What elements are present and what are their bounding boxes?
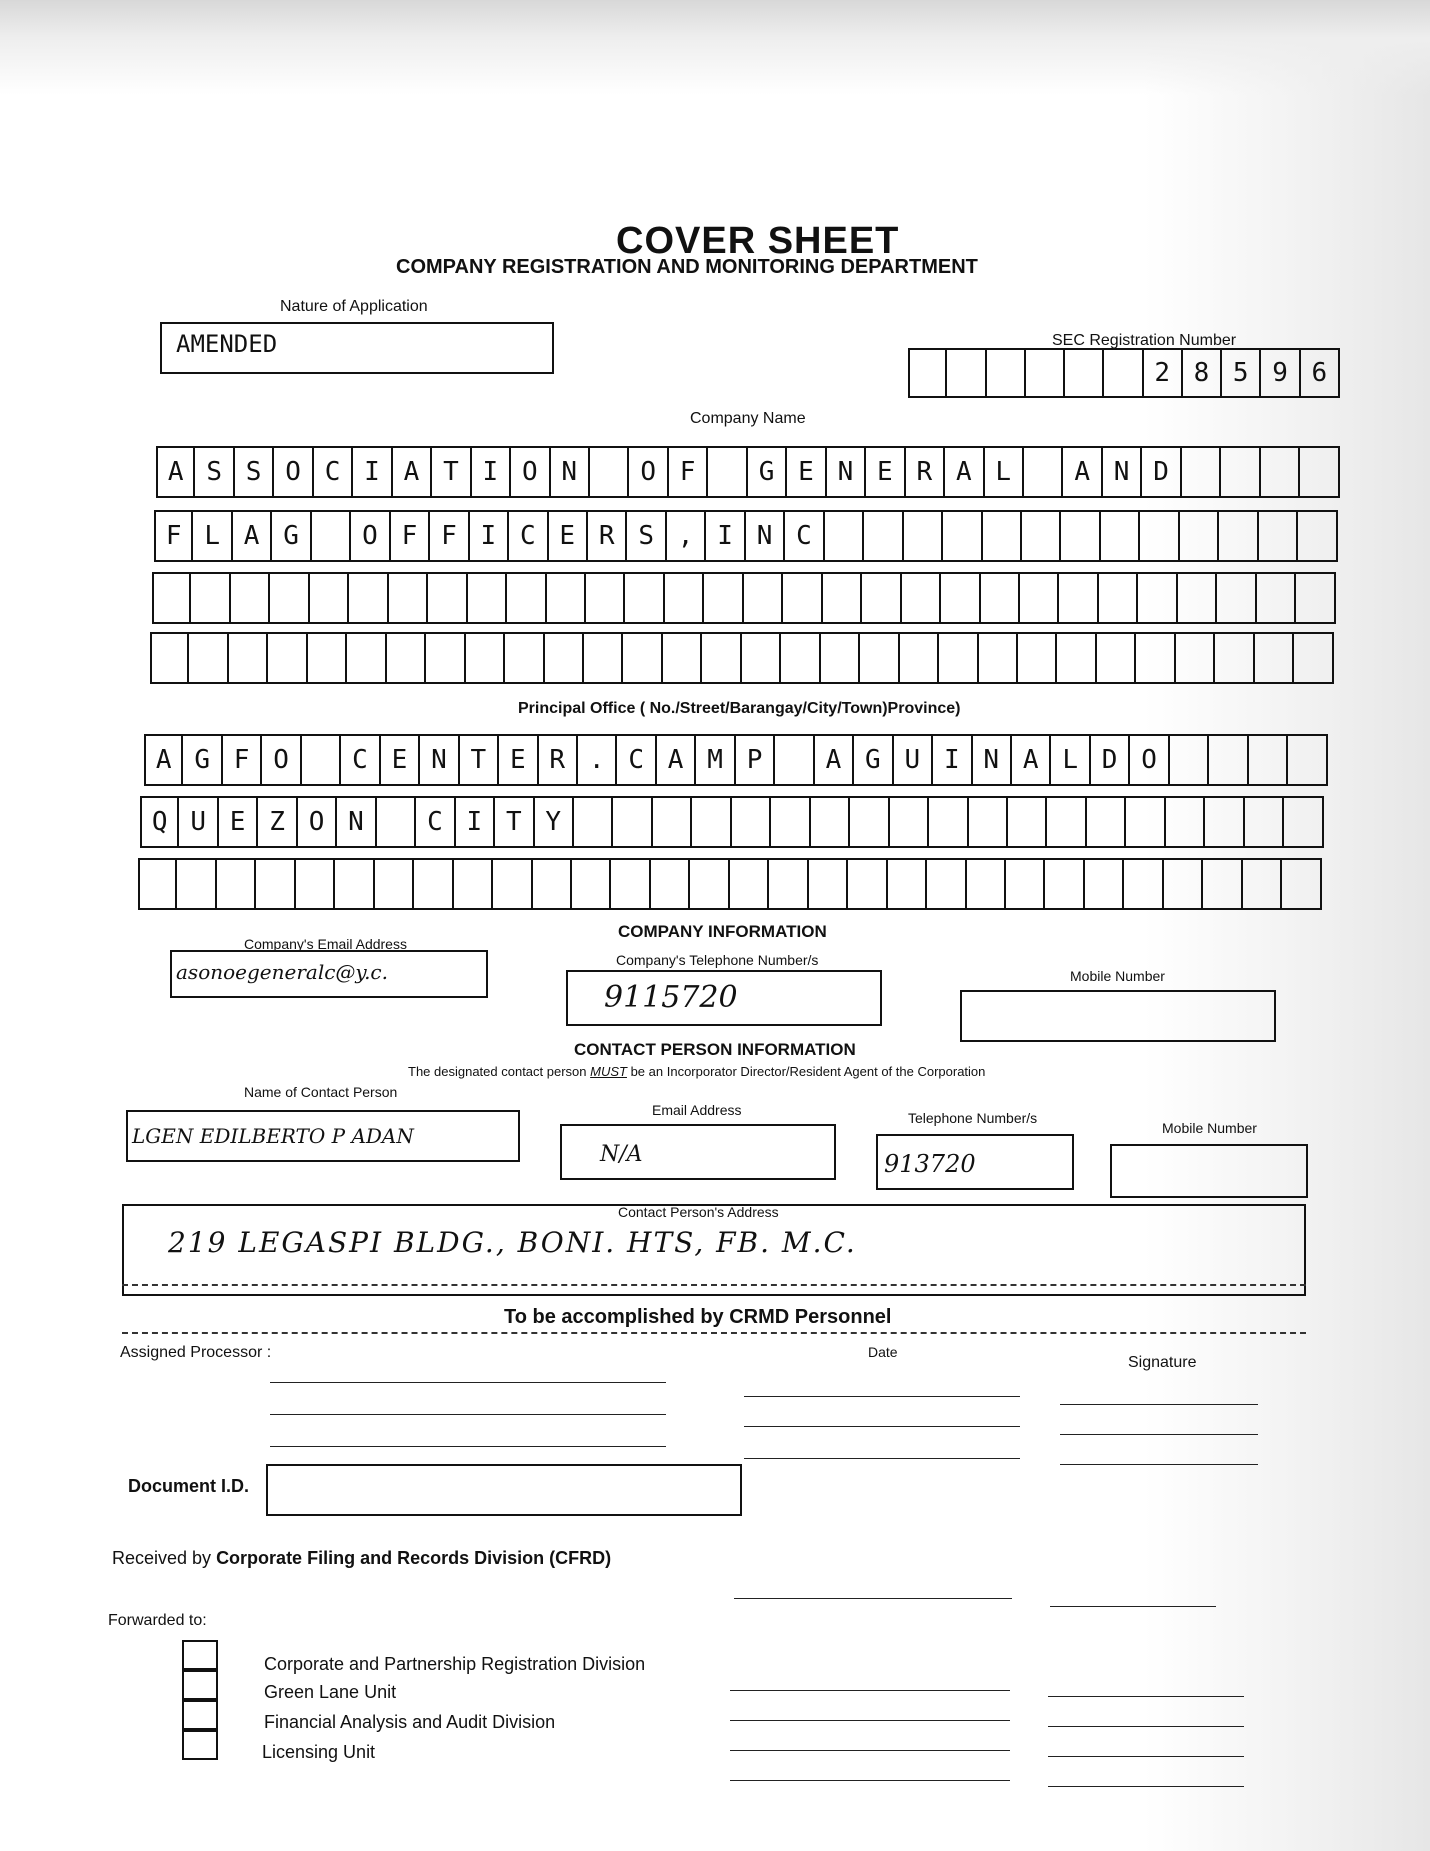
company-name-cell[interactable]: [586, 572, 625, 624]
company-name-cell[interactable]: [590, 446, 629, 498]
sec-registration-label: SEC Registration Number: [1052, 332, 1237, 349]
company-name-cell[interactable]: [191, 572, 230, 624]
company-name-cell[interactable]: R: [906, 446, 945, 498]
contact-name-value: LGEN EDILBERTO P ADAN: [132, 1124, 414, 1148]
company-name-cell[interactable]: [466, 632, 505, 684]
company-name-cell[interactable]: [823, 572, 862, 624]
principal-office-cell[interactable]: [1243, 858, 1282, 910]
processor-line-3[interactable]: [270, 1446, 666, 1447]
company-name-cell[interactable]: A: [1063, 446, 1102, 498]
company-name-cell[interactable]: L: [985, 446, 1024, 498]
principal-office-cell[interactable]: [533, 858, 572, 910]
company-name-cell[interactable]: N: [551, 446, 590, 498]
principal-office-cell[interactable]: E: [381, 734, 420, 786]
principal-office-cell[interactable]: [414, 858, 453, 910]
contact-address-label: Contact Person's Address: [618, 1204, 779, 1220]
principal-office-cell[interactable]: [769, 858, 808, 910]
nature-of-application-label: Nature of Application: [280, 298, 428, 315]
principal-office-cell[interactable]: U: [894, 734, 933, 786]
principal-office-cell[interactable]: [771, 796, 810, 848]
company-name-cell[interactable]: [1255, 632, 1294, 684]
contact-mobile-label: Mobile Number: [1162, 1120, 1257, 1136]
company-name-cell[interactable]: N: [746, 510, 785, 562]
company-name-cell[interactable]: [860, 632, 899, 684]
company-name-cell[interactable]: O: [351, 510, 390, 562]
principal-office-cell[interactable]: N: [973, 734, 1012, 786]
company-name-cell[interactable]: C: [314, 446, 353, 498]
company-name-cell[interactable]: [943, 510, 982, 562]
company-name-cell[interactable]: A: [156, 446, 195, 498]
principal-office-cell[interactable]: [848, 858, 887, 910]
company-name-cell[interactable]: S: [627, 510, 666, 562]
company-name-cell[interactable]: A: [393, 446, 432, 498]
principal-office-cell[interactable]: [1284, 796, 1323, 848]
principal-office-cell[interactable]: [217, 858, 256, 910]
principal-office-cell[interactable]: T: [460, 734, 499, 786]
forward-date-line-2[interactable]: [730, 1720, 1010, 1721]
company-name-cell[interactable]: [979, 632, 1018, 684]
cfrd-date-line[interactable]: [734, 1598, 1012, 1599]
crmd-divider-bottom: [122, 1332, 1306, 1334]
principal-office-cell[interactable]: [1288, 734, 1327, 786]
principal-office-cell[interactable]: [690, 858, 729, 910]
company-name-cell[interactable]: [1136, 632, 1175, 684]
principal-office-cell[interactable]: [1124, 858, 1163, 910]
principal-office-cell[interactable]: [1164, 858, 1203, 910]
company-name-cell[interactable]: [1020, 572, 1059, 624]
principal-office-cell[interactable]: [653, 796, 692, 848]
principal-office-cell[interactable]: [1203, 858, 1242, 910]
company-mobile-field[interactable]: [960, 990, 1276, 1042]
company-name-cell[interactable]: [904, 510, 943, 562]
principal-office-cell[interactable]: P: [736, 734, 775, 786]
principal-office-cell[interactable]: D: [1091, 734, 1130, 786]
company-name-cell[interactable]: [708, 446, 747, 498]
principal-office-cell[interactable]: [969, 796, 1008, 848]
forward-date-line-1[interactable]: [730, 1690, 1010, 1691]
company-name-cell[interactable]: [1221, 446, 1260, 498]
company-name-cell[interactable]: [507, 572, 546, 624]
contact-address-value: 219 LEGASPI BLDG., BONI. HTS, FB. M.C.: [168, 1226, 857, 1259]
signature-line-1[interactable]: [1060, 1404, 1258, 1405]
principal-office-cell[interactable]: [1245, 796, 1284, 848]
company-name-cell[interactable]: [428, 572, 467, 624]
signature-line-2[interactable]: [1060, 1434, 1258, 1435]
company-name-cell[interactable]: [310, 572, 349, 624]
document-id-field[interactable]: [266, 1464, 742, 1516]
company-name-cell[interactable]: D: [1142, 446, 1181, 498]
page-subtitle: COMPANY REGISTRATION AND MONITORING DEPARTMENT: [396, 256, 978, 278]
principal-office-cell[interactable]: U: [179, 796, 218, 848]
company-name-cell[interactable]: [702, 632, 741, 684]
principal-office-cell[interactable]: [927, 858, 966, 910]
principal-office-cell[interactable]: [572, 858, 611, 910]
company-name-cell[interactable]: [150, 632, 189, 684]
company-name-cell[interactable]: [152, 572, 191, 624]
principal-office-cell[interactable]: [613, 796, 652, 848]
checkbox-licensing[interactable]: [182, 1730, 218, 1760]
company-name-cell[interactable]: L: [193, 510, 232, 562]
principal-office-cell[interactable]: [454, 858, 493, 910]
principal-office-cell[interactable]: [1209, 734, 1248, 786]
forward-signature-line-2[interactable]: [1048, 1726, 1244, 1727]
document-id-label: Document I.D.: [128, 1476, 250, 1496]
principal-office-cell[interactable]: [890, 796, 929, 848]
company-name-cell[interactable]: [1261, 446, 1300, 498]
principal-office-cell[interactable]: [1166, 796, 1205, 848]
company-name-cell[interactable]: [1294, 632, 1333, 684]
company-name-cell[interactable]: [584, 632, 623, 684]
principal-office-cell[interactable]: N: [420, 734, 459, 786]
sec-registration-number-grid[interactable]: [908, 348, 1340, 398]
company-name-cell[interactable]: [1219, 510, 1258, 562]
company-name-cell[interactable]: F: [669, 446, 708, 498]
company-name-cell[interactable]: S: [235, 446, 274, 498]
principal-office-cell[interactable]: [809, 858, 848, 910]
company-name-cell[interactable]: [231, 572, 270, 624]
company-name-cell[interactable]: T: [432, 446, 471, 498]
principal-office-cell[interactable]: A: [657, 734, 696, 786]
principal-office-cell[interactable]: O: [298, 796, 337, 848]
sec-registration-cell[interactable]: 6: [1301, 348, 1340, 398]
sec-registration-cell[interactable]: [908, 348, 947, 398]
principal-office-cell[interactable]: [1205, 796, 1244, 848]
principal-office-row[interactable]: [140, 796, 1324, 848]
company-information-heading: COMPANY INFORMATION: [618, 922, 827, 941]
company-name-cell[interactable]: [902, 572, 941, 624]
company-name-cell[interactable]: ,: [667, 510, 706, 562]
principal-office-cell[interactable]: C: [341, 734, 380, 786]
principal-office-row[interactable]: [144, 734, 1328, 786]
company-name-cell[interactable]: [862, 572, 901, 624]
principal-office-cell[interactable]: L: [1051, 734, 1090, 786]
principal-office-cell[interactable]: [335, 858, 374, 910]
company-name-cell[interactable]: [1296, 572, 1335, 624]
principal-office-cell[interactable]: [1045, 858, 1084, 910]
sec-registration-cell[interactable]: [1026, 348, 1065, 398]
sec-registration-cell[interactable]: 2: [1144, 348, 1183, 398]
company-name-cell[interactable]: I: [353, 446, 392, 498]
company-name-cell[interactable]: [1140, 510, 1179, 562]
forward-signature-line-3[interactable]: [1048, 1756, 1244, 1757]
forwarded-to-label: Forwarded to:: [108, 1612, 207, 1629]
forward-signature-line-1[interactable]: [1048, 1696, 1244, 1697]
sec-registration-cell[interactable]: [1104, 348, 1143, 398]
signature-line-3[interactable]: [1060, 1464, 1258, 1465]
company-name-cell[interactable]: [665, 572, 704, 624]
company-telephone-label: Company's Telephone Number/s: [616, 952, 819, 968]
company-name-cell[interactable]: [426, 632, 465, 684]
company-name-cell[interactable]: E: [866, 446, 905, 498]
company-name-cell[interactable]: G: [748, 446, 787, 498]
company-name-cell[interactable]: C: [509, 510, 548, 562]
principal-office-cell[interactable]: A: [815, 734, 854, 786]
principal-office-cell[interactable]: [888, 858, 927, 910]
principal-office-cell[interactable]: O: [262, 734, 301, 786]
contact-person-note: The designated contact person MUST be an Incorporator Director/Resident Agent of the Corporation: [408, 1064, 986, 1079]
company-name-cell[interactable]: N: [827, 446, 866, 498]
company-name-cell[interactable]: [468, 572, 507, 624]
company-name-cell[interactable]: [783, 572, 822, 624]
company-name-cell[interactable]: A: [945, 446, 984, 498]
principal-office-cell[interactable]: R: [539, 734, 578, 786]
company-name-cell[interactable]: [1176, 632, 1215, 684]
cfrd-received-label: Received by Corporate Filing and Records Division (CFRD): [112, 1548, 612, 1568]
contact-email-label: Email Address: [652, 1102, 742, 1118]
principal-office-cell[interactable]: G: [183, 734, 222, 786]
company-name-cell[interactable]: [1024, 446, 1063, 498]
principal-office-cell[interactable]: [256, 858, 295, 910]
principal-office-cell[interactable]: [493, 858, 532, 910]
principal-office-cell[interactable]: O: [1130, 734, 1169, 786]
principal-office-cell[interactable]: [1282, 858, 1321, 910]
company-name-cell[interactable]: [1215, 632, 1254, 684]
contact-person-heading: CONTACT PERSON INFORMATION: [574, 1040, 856, 1059]
principal-office-cell[interactable]: [692, 796, 731, 848]
principal-office-cell[interactable]: [651, 858, 690, 910]
company-name-cell[interactable]: A: [233, 510, 272, 562]
principal-office-cell[interactable]: [611, 858, 650, 910]
date-line-3[interactable]: [744, 1458, 1020, 1459]
company-name-cell[interactable]: [1099, 572, 1138, 624]
principal-office-cell[interactable]: [296, 858, 335, 910]
company-name-cell[interactable]: [744, 572, 783, 624]
nature-of-application-value: AMENDED: [176, 330, 278, 358]
company-name-cell[interactable]: [270, 572, 309, 624]
contact-telephone-label: Telephone Number/s: [908, 1110, 1038, 1126]
contact-name-label: Name of Contact Person: [244, 1084, 398, 1100]
company-name-cell[interactable]: [623, 632, 662, 684]
principal-office-cell[interactable]: Z: [258, 796, 297, 848]
company-name-cell[interactable]: [347, 632, 386, 684]
company-name-cell[interactable]: R: [588, 510, 627, 562]
company-name-cell[interactable]: [1257, 572, 1296, 624]
principal-office-cell[interactable]: [1047, 796, 1086, 848]
company-name-cell[interactable]: [387, 632, 426, 684]
principal-office-cell[interactable]: G: [854, 734, 893, 786]
company-name-cell[interactable]: [505, 632, 544, 684]
company-telephone-value: 9115720: [604, 980, 738, 1015]
option-cprd-label: Corporate and Partnership Registration Division: [264, 1654, 646, 1674]
crmd-heading: To be accomplished by CRMD Personnel: [504, 1306, 892, 1328]
page-title: COVER SHEET: [616, 220, 900, 262]
principal-office-cell[interactable]: C: [617, 734, 656, 786]
company-name-cell[interactable]: [1061, 510, 1100, 562]
checkbox-faad[interactable]: [182, 1700, 218, 1730]
scanned-paper-edge: [0, 0, 1430, 95]
company-name-cell[interactable]: [1182, 446, 1221, 498]
principal-office-cell[interactable]: [574, 796, 613, 848]
contact-mobile-field[interactable]: [1110, 1144, 1308, 1198]
company-name-cell[interactable]: [900, 632, 939, 684]
contact-email-value: N/A: [600, 1142, 643, 1167]
company-name-cell[interactable]: [781, 632, 820, 684]
company-name-cell[interactable]: [625, 572, 664, 624]
company-name-cell[interactable]: [939, 632, 978, 684]
company-name-cell[interactable]: F: [391, 510, 430, 562]
principal-office-cell[interactable]: [302, 734, 341, 786]
sec-registration-cell[interactable]: 5: [1222, 348, 1261, 398]
company-name-cell[interactable]: F: [154, 510, 193, 562]
principal-office-cell[interactable]: [850, 796, 889, 848]
principal-office-cell[interactable]: F: [223, 734, 262, 786]
company-name-cell[interactable]: [981, 572, 1020, 624]
principal-office-cell[interactable]: I: [456, 796, 495, 848]
sec-registration-cell[interactable]: 9: [1261, 348, 1300, 398]
principal-office-cell[interactable]: I: [933, 734, 972, 786]
company-name-cell[interactable]: [821, 632, 860, 684]
principal-office-cell[interactable]: M: [696, 734, 735, 786]
contact-telephone-value: 913720: [884, 1150, 976, 1178]
company-name-cell[interactable]: [1300, 446, 1339, 498]
company-name-cell[interactable]: E: [787, 446, 826, 498]
company-name-cell[interactable]: [312, 510, 351, 562]
principal-office-cell[interactable]: .: [578, 734, 617, 786]
company-name-cell[interactable]: [983, 510, 1022, 562]
company-name-cell[interactable]: [1298, 510, 1337, 562]
principal-office-cell[interactable]: [138, 858, 177, 910]
principal-office-cell[interactable]: A: [144, 734, 183, 786]
company-name-cell[interactable]: N: [1103, 446, 1142, 498]
principal-office-cell[interactable]: [775, 734, 814, 786]
principal-office-cell[interactable]: [375, 858, 414, 910]
company-name-row[interactable]: [154, 510, 1338, 562]
principal-office-cell[interactable]: T: [495, 796, 534, 848]
company-name-cell[interactable]: [547, 572, 586, 624]
assigned-processor-label: Assigned Processor :: [120, 1344, 272, 1361]
company-mobile-label: Mobile Number: [1070, 968, 1165, 984]
company-name-cell[interactable]: E: [549, 510, 588, 562]
principal-office-cell[interactable]: C: [416, 796, 455, 848]
sec-registration-cell[interactable]: [1065, 348, 1104, 398]
principal-office-cell[interactable]: [1249, 734, 1288, 786]
principal-office-label: Principal Office ( No./Street/Barangay/City/Town)Province): [518, 700, 961, 717]
company-name-cell[interactable]: [1101, 510, 1140, 562]
principal-office-cell[interactable]: [732, 796, 771, 848]
forward-signature-line-4[interactable]: [1048, 1786, 1244, 1787]
company-name-cell[interactable]: I: [470, 510, 509, 562]
company-name-cell[interactable]: [1097, 632, 1136, 684]
company-name-cell[interactable]: C: [785, 510, 824, 562]
principal-office-row[interactable]: [138, 858, 1322, 910]
principal-office-cell[interactable]: [1126, 796, 1165, 848]
checkbox-cprd[interactable]: [182, 1640, 218, 1670]
principal-office-cell[interactable]: [1006, 858, 1045, 910]
principal-office-cell[interactable]: [1085, 858, 1124, 910]
principal-office-cell[interactable]: [967, 858, 1006, 910]
date-line-2[interactable]: [744, 1426, 1020, 1427]
date-label: Date: [868, 1344, 898, 1360]
company-name-cell[interactable]: S: [195, 446, 234, 498]
principal-office-cell[interactable]: E: [219, 796, 258, 848]
sec-registration-cell[interactable]: [987, 348, 1026, 398]
company-name-cell[interactable]: [1259, 510, 1298, 562]
principal-office-cell[interactable]: [730, 858, 769, 910]
principal-office-cell[interactable]: [1008, 796, 1047, 848]
principal-office-cell[interactable]: [1087, 796, 1126, 848]
principal-office-cell[interactable]: [377, 796, 416, 848]
date-line-1[interactable]: [744, 1396, 1020, 1397]
company-name-cell[interactable]: [742, 632, 781, 684]
principal-office-cell[interactable]: E: [499, 734, 538, 786]
crmd-divider-top: [122, 1284, 1306, 1286]
company-name-cell[interactable]: I: [706, 510, 745, 562]
company-name-cell[interactable]: [864, 510, 903, 562]
company-email-label: Company's Email Address: [244, 936, 407, 952]
company-name-cell[interactable]: O: [511, 446, 550, 498]
processor-line-2[interactable]: [270, 1414, 666, 1415]
checkbox-green-lane[interactable]: [182, 1670, 218, 1700]
principal-office-cell[interactable]: [177, 858, 216, 910]
company-name-row[interactable]: [156, 446, 1340, 498]
company-name-cell[interactable]: [1059, 572, 1098, 624]
company-name-cell[interactable]: I: [472, 446, 511, 498]
company-name-cell[interactable]: [189, 632, 228, 684]
company-name-label: Company Name: [690, 410, 806, 427]
forward-date-line-4[interactable]: [730, 1780, 1010, 1781]
principal-office-cell[interactable]: [1170, 734, 1209, 786]
company-name-cell[interactable]: [825, 510, 864, 562]
forward-date-line-3[interactable]: [730, 1750, 1010, 1751]
company-name-cell[interactable]: [1180, 510, 1219, 562]
company-name-cell[interactable]: [1178, 572, 1217, 624]
principal-office-cell[interactable]: Y: [535, 796, 574, 848]
option-green-lane-label: Green Lane Unit: [264, 1682, 397, 1702]
company-name-cell[interactable]: [1022, 510, 1061, 562]
company-name-cell[interactable]: [704, 572, 743, 624]
company-name-cell[interactable]: G: [272, 510, 311, 562]
option-licensing-label: Licensing Unit: [262, 1742, 376, 1762]
company-name-cell[interactable]: [1217, 572, 1256, 624]
processor-line-1[interactable]: [270, 1382, 666, 1383]
principal-office-cell[interactable]: [811, 796, 850, 848]
company-name-cell[interactable]: [389, 572, 428, 624]
company-name-cell[interactable]: [268, 632, 307, 684]
company-name-cell[interactable]: [941, 572, 980, 624]
principal-office-cell[interactable]: Q: [140, 796, 179, 848]
company-name-cell[interactable]: [663, 632, 702, 684]
company-name-cell[interactable]: [349, 572, 388, 624]
principal-office-cell[interactable]: N: [337, 796, 376, 848]
company-name-cell[interactable]: O: [274, 446, 313, 498]
principal-office-cell[interactable]: A: [1012, 734, 1051, 786]
sec-registration-cell[interactable]: 8: [1183, 348, 1222, 398]
company-name-row[interactable]: [150, 632, 1334, 684]
company-name-cell[interactable]: [1018, 632, 1057, 684]
company-name-cell[interactable]: [545, 632, 584, 684]
company-name-cell[interactable]: [308, 632, 347, 684]
sec-registration-cell[interactable]: [947, 348, 986, 398]
cfrd-signature-line[interactable]: [1050, 1606, 1216, 1607]
company-name-cell[interactable]: [229, 632, 268, 684]
principal-office-cell[interactable]: [929, 796, 968, 848]
company-name-cell[interactable]: F: [430, 510, 469, 562]
signature-label: Signature: [1128, 1354, 1197, 1371]
company-email-value: asonoegeneralc@y.c.: [176, 960, 388, 984]
option-faad-label: Financial Analysis and Audit Division: [264, 1712, 556, 1732]
company-name-cell[interactable]: [1138, 572, 1177, 624]
company-name-cell[interactable]: [1057, 632, 1096, 684]
company-name-cell[interactable]: O: [629, 446, 668, 498]
company-name-row[interactable]: [152, 572, 1336, 624]
